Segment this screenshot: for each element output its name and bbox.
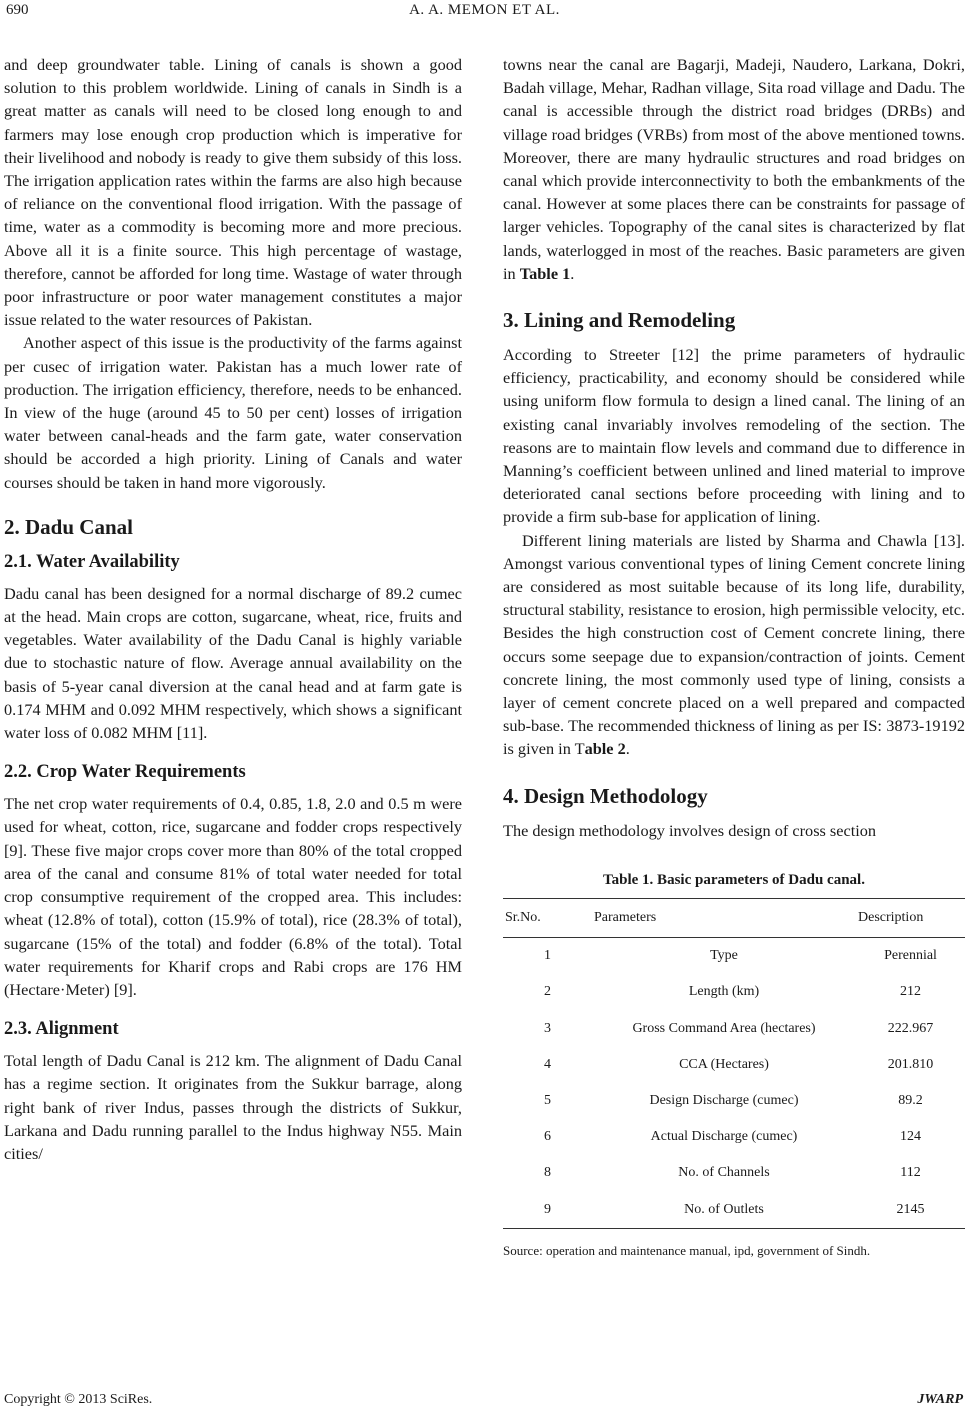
table-row <box>503 1083 965 1119</box>
paragraph-end: . <box>570 263 575 283</box>
cell: 6 <box>544 1129 551 1145</box>
table-row <box>503 974 965 1010</box>
table-source-note: Source: operation and maintenance manual, ipd, government of Sindh. <box>503 1242 871 1258</box>
table-header-row <box>503 898 965 937</box>
cell: No. of Channels <box>678 1165 770 1181</box>
cell: No. of Outlets <box>592 1192 856 1229</box>
paragraph-text: towns near the canal are Bagarji, Madeji, Naudero, Larkana, Dokri, Badah village, Mehar, Radhan village, Sita road village and Dadu. The canal is accessible through the district road bridges (DRBs) and village road bridges (VRBs) from most of the above mentioned towns. Moreover, there are many hydraulic structures and road bridges on canal which provide interconnectivity to both the embankments of the canal. However at some places there can be constraints for passage of larger vehicles. Topography of the canal sites is characterized by flat lands, waterlogged in most of the reaches. Basic parameters are given in <box>503 55 965 283</box>
cell: 124 <box>900 1129 921 1145</box>
page-header <box>0 0 969 30</box>
cell: Length (km) <box>688 984 760 1000</box>
table-row <box>503 1011 965 1047</box>
cell: CCA (Hectares) <box>679 1056 769 1072</box>
cell: Actual Discharge (cumec) <box>650 1129 798 1145</box>
footer-journal: JWARP <box>917 1392 963 1407</box>
cell: Design Discharge (cumec) <box>649 1092 799 1108</box>
subsection-title-crop-water: 2.2. Crop Water Requirements <box>4 762 246 783</box>
subsection-title-alignment: 2.3. Alignment <box>4 1019 119 1040</box>
cell: 2145 <box>856 1192 965 1229</box>
cell: 2 <box>544 984 551 1000</box>
cell: Gross Command Area (hectares) <box>632 1020 816 1036</box>
section-title-design-methodology: 4. Design Methodology <box>503 783 708 808</box>
cell: 4 <box>544 1056 551 1072</box>
paragraph: The design methodology involves design of cross section <box>503 820 877 840</box>
paragraph-text: Different lining materials are listed by Sharma and Chawla [13]. Amongst various conventional types of lining Cement concrete lining are considered as most suitable because of its long life, durability, structural stability, resistance to erosion, high permissible velocity, etc. Besides the high construction cost of Cement concrete lining, there occurs some seepage due to expansion/contraction of joints. Cement concrete lining, the most commonly used type of lining, consists a layer of cement concrete placed on a well prepared and compacted sub-base. The recommended thickness of lining as per IS: 3873-19192 is given in T <box>503 530 965 759</box>
paragraph <box>503 529 965 761</box>
parameters-table <box>503 898 965 1229</box>
cell: Perennial <box>884 948 937 964</box>
section-title-lining: 3. Lining and Remodeling <box>503 308 736 333</box>
table-caption: Table 1. Basic parameters of Dadu canal. <box>603 871 865 888</box>
left-column <box>4 53 462 1165</box>
cell: 1 <box>544 948 551 964</box>
footer-copyright: Copyright © 2013 SciRes. <box>4 1392 153 1407</box>
table-reference: Table 1 <box>519 263 571 283</box>
subsection-title-water-availability: 2.1. Water Availability <box>4 551 180 572</box>
paragraph: Total length of Dadu Canal is 212 km. The alignment of Dadu Canal has a regime section. It originates from the Sukkur barrage, along right bank of river Indus, passes through the districts of Sukkur, Larkana and Dadu running parallel to the Indus highway N55. Main cities/ <box>4 1051 462 1163</box>
cell: 3 <box>544 1020 551 1036</box>
cell: 201.810 <box>887 1056 934 1072</box>
cell: 8 <box>544 1165 551 1181</box>
table-row <box>503 1047 965 1083</box>
page-number: 690 <box>6 2 29 18</box>
paragraph: The net crop water requirements of 0.4, 0.85, 1.8, 2.0 and 0.5 m were used for wheat, cotton, rice, sugarcane and fodder crops respectively [9]. These five major crops cover more than 80% of the total cropped area of the canal and consume 81% of total water needed for total crop consumptive requirement of the cropped area. This includes: wheat (12.8% of total), cotton (15.9% of total), rice (28.3% of total), sugarcane (15% of the total) and fodder (6.8% of the total). Total water requirements for Kharif crops and Rabi crops are 176 HM (Hectare·Meter) [9]. <box>4 794 462 999</box>
table-row <box>503 938 965 975</box>
paragraph: According to Streeter [12] the prime parameters of hydraulic efficiency, practicability, and economy should be considered while using uniform flow formula to design a lined canal. The lining of an existing canal invariably involves remodeling of the section. The reasons are to maintain flow levels and command due to difference in Manning’s coefficient between unlined and lined material to improve deteriorated canal sections before proceeding with lining and to provide a firm sub-base for application of lining. <box>503 345 965 527</box>
cell: 112 <box>900 1165 921 1181</box>
paragraph-end: . <box>625 739 630 759</box>
table-reference: able 2 <box>584 739 626 759</box>
cell: 5 <box>544 1092 551 1108</box>
right-column <box>503 53 965 1262</box>
cell: 212 <box>900 984 921 1000</box>
paragraph: Another aspect of this issue is the productivity of the farms against per cusec of irrigation water. Pakistan has a much lower rate of production. The irrigation efficiency, therefore, needs to be enhanced. In view of the huge (around 45 to 50 per cent) losses of irrigation water between canal-heads and the farm gate, water conservation should be accorded a high priority. Lining of Canals and water courses should be taken in hand more vigorously. <box>4 333 462 492</box>
paragraph: Dadu canal has been designed for a normal discharge of 89.2 cumec at the head. Main crops are cotton, sugarcane, wheat, rice, fruits and vegetables. Water availability of the Dadu Canal is highly variable due to stochastic nature of flow. Average annual availability on the basis of 5-year canal diversion at the canal head and at farm gate is 0.174 MHM and 0.092 MHM respectively, which shows a significant water loss of 0.082 MHM [11]. <box>4 583 462 743</box>
section-title-dadu-canal: 2. Dadu Canal <box>4 514 133 539</box>
header-srno: Sr.No. <box>503 898 592 937</box>
table-row <box>503 1155 965 1191</box>
header-description: Description <box>856 898 965 937</box>
paragraph <box>503 53 965 285</box>
running-head: A. A. MEMON ET AL. <box>409 2 560 18</box>
table-row <box>503 1192 965 1229</box>
cell: 9 <box>503 1192 592 1229</box>
table-1 <box>503 870 965 1262</box>
paragraph: and deep groundwater table. Lining of canals is shown a good solution to this problem worldwide. Lining of canals in Sindh is a great matter as canals will need to be closed long enough to and farmers may lose enough crop production which is imperative for their livelihood and nobody is ready to give them subsidy of this loss. The irrigation application rates within the farms are also high because of reliance on the conventional flood irrigation. With the passage of time, water as a commodity is becoming more and more precious. Above all it is a finite source. This high percentage of wastage, therefore, cannot be afforded for long time. Wastage of water through poor infrastructure or poor water management constitutes a major issue related to the water resources of Pakistan. <box>4 55 462 330</box>
cell: 222.967 <box>887 1020 934 1036</box>
cell: 89.2 <box>898 1092 923 1108</box>
cell: Type <box>710 948 738 964</box>
header-parameters: Parameters <box>592 898 856 937</box>
table-row <box>503 1119 965 1155</box>
